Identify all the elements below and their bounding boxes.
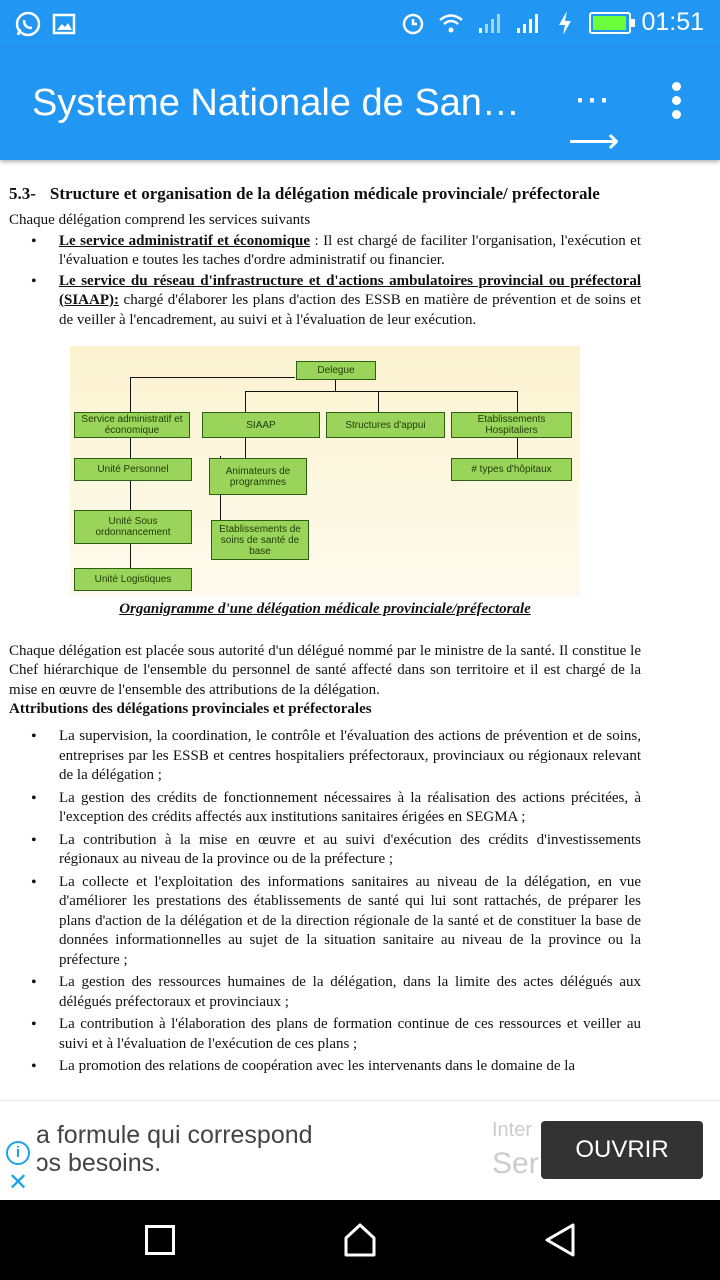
chart-box-delegue: Delegue	[296, 361, 376, 380]
chart-box-etab-soins: Etablissements de soins de santé de base	[211, 520, 309, 560]
chart-box-service-admin: Service administratif et économique	[74, 412, 190, 438]
app-title: Systeme Nationale de San…	[32, 82, 520, 124]
list-item: • La contribution à la mise en œuvre et au suivi d'exécution des crédits d'investissements régionaux au niveau de la province ou de la préfecture ;	[59, 831, 641, 870]
close-icon[interactable]: ✕	[7, 1169, 29, 1196]
paragraph: Chaque délégation est placée sous autorité d'un délégué nommé par le ministre de la santé. Il constitue le Chef hiérarchique de l'ensemble du personnel de santé affecté dans son territoire et il est chargé de la mise en œuvre de l'ensemble des attributions de la délégation.	[9, 642, 641, 698]
list-item: • La gestion des crédits de fonctionnement nécessaires à la réalisation des actions précitées, à l'exception des crédits affectés aux institutions sanitaires érigées en SEGMA ;	[59, 789, 641, 828]
overflow-menu-icon[interactable]	[656, 82, 696, 126]
home-icon[interactable]	[343, 1222, 375, 1254]
service-text: chargé d'élaborer les plans d'action des ESSB en matière de prévention et de soins et de veiller à l'encadrement, au suivi et à l'évaluation de leur exécution.	[59, 292, 642, 328]
list-item: • La promotion des relations de coopération avec les intervenants dans le domaine de la	[59, 1057, 641, 1077]
charging-icon	[551, 9, 579, 37]
document-page	[9, 182, 641, 1077]
service-name: Le service du réseau d'infrastructure et d'actions ambulatoires provincial ou préfectoral (SIAAP):	[59, 272, 641, 308]
chart-box-siaap: SIAAP	[202, 412, 320, 438]
attributions-title: Attributions des délégations provinciales et préfectorales	[9, 701, 372, 717]
whatsapp-icon	[14, 10, 42, 38]
section-title: Structure et organisation de la délégation médicale provinciale/ préfectorale	[49, 184, 600, 203]
alarm-icon	[399, 9, 427, 37]
attributions-list	[9, 727, 641, 1077]
services-list	[9, 232, 641, 331]
navigation-bar	[0, 1200, 720, 1280]
battery-icon	[589, 12, 631, 34]
chart-box-animateurs: Animateurs de programmes	[209, 458, 307, 495]
service-text: Il est chargé de faciliter l'organisation, l'exécution et l'évaluation e toutes les taches d'ordre administratif ou financier.	[59, 232, 642, 268]
service-name: Le service administratif et économique	[59, 232, 311, 249]
chart-box-etablissements-hosp: Etablissements Hospitaliers	[451, 412, 572, 438]
chart-box-unite-sous: Unité Sous ordonnancement	[74, 510, 192, 544]
ad-open-button[interactable]: OUVRIR	[541, 1121, 703, 1179]
list-item: • La contribution à l'élaboration des plans de formation continue de ces ressources et veiller au suivi et à l'évaluation de l'exécution de ces plans ;	[59, 1015, 641, 1054]
ad-faded-text: Ser	[492, 1147, 539, 1180]
intro-text: Chaque délégation comprend les services suivants	[9, 212, 311, 228]
status-bar	[0, 0, 720, 48]
list-item	[59, 272, 641, 331]
signal-icon	[513, 9, 541, 37]
ad-faded-text: Inter	[492, 1119, 533, 1141]
list-item: • La supervision, la coordination, le contrôle et l'évaluation des actions de prévention et de soins, entreprises par les ESSB et centres hospitaliers préfectoraux, provinciaux ou régionaux relevant de la délégation ;	[59, 727, 641, 786]
signal-icon	[475, 9, 503, 37]
section-heading	[9, 182, 641, 205]
chart-box-structures: Structures d'appui	[326, 412, 445, 438]
list-item: • Le service administratif et économique : Il est chargé de faciliter l'organisation, l'exécution et l'évaluation e toutes les taches d'ordre administratif ou financier.	[59, 232, 641, 271]
info-icon[interactable]: i	[6, 1141, 30, 1165]
app-bar	[0, 48, 720, 160]
wifi-icon	[437, 9, 465, 37]
chart-caption: Organigramme d'une délégation médicale provinciale/préfectorale	[119, 601, 531, 617]
ad-banner[interactable]	[0, 1100, 720, 1200]
list-item: • La collecte et l'exploitation des informations sanitaires au niveau de la délégation, en vue d'améliorer les prestations des établissements de santé qui lui sont rattachés, de préparer les plans d'action de la délégation et de la direction régionale de la santé et de constituer la base de données informationnelles au sujet de la situation sanitaire au niveau de la province ou la préfecture ;	[59, 873, 641, 971]
chart-box-types-hopitaux: # types d'hôpitaux	[451, 458, 572, 481]
section-number: 5.3-	[9, 184, 36, 203]
back-triangle-icon[interactable]	[543, 1222, 575, 1254]
recents-square-icon[interactable]	[145, 1225, 175, 1255]
ad-text: a formule qui correspond ɔs besoins.	[36, 1121, 313, 1177]
image-icon	[50, 10, 78, 38]
list-item: • La gestion des ressources humaines de la délégation, dans la limite des actes délégués aux délégués préfectoraux et provinciaux ;	[59, 973, 641, 1012]
chart-box-unite-logistiques: Unité Logistiques	[74, 568, 192, 591]
forward-arrow-icon[interactable]: ⋯⟶	[568, 78, 620, 161]
status-time: 01:51	[641, 8, 704, 36]
chart-box-unite-personnel: Unité Personnel	[74, 458, 192, 481]
org-chart	[70, 346, 580, 596]
